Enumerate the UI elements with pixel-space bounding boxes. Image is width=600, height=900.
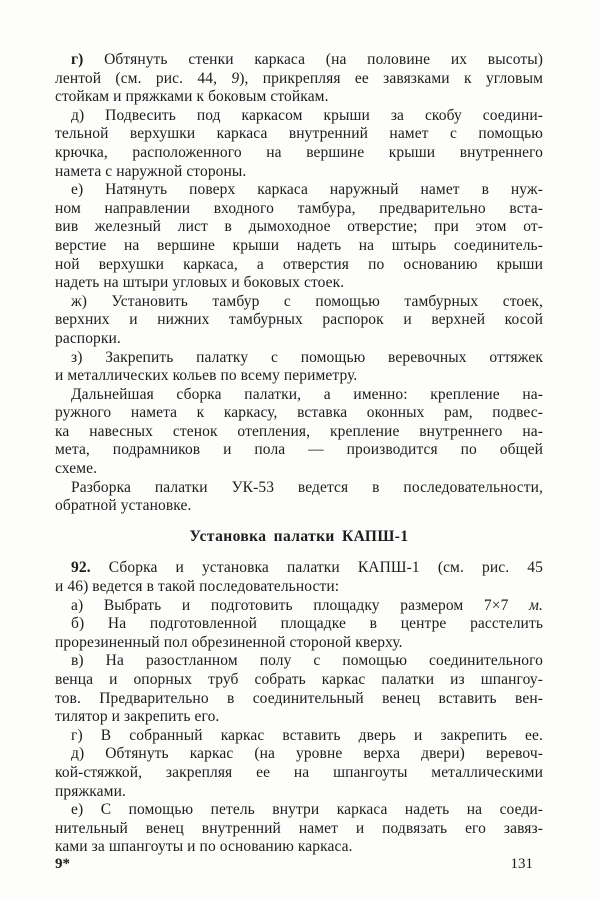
- body-text: ж) Установить тамбур с помощью тамбурных стоек,: [71, 292, 543, 310]
- body-text: венца и опорных труб собрать каркас палатки из шпангоу-: [55, 671, 543, 688]
- text-line: [55, 404, 543, 423]
- text-line: [55, 783, 543, 802]
- text-line: [55, 634, 543, 653]
- text-line: [55, 330, 543, 349]
- text-line: [55, 460, 543, 479]
- body-text: верхних и нижних тамбурных распорок и верхней косой: [55, 311, 543, 329]
- text-line: [55, 652, 543, 671]
- italic-text: 9: [231, 69, 240, 87]
- text-line: [55, 838, 543, 857]
- body-text: д) Обтянуть каркас (на уровне верха двери) веревоч-: [71, 745, 543, 763]
- text-line: [55, 559, 543, 578]
- text-line: [55, 727, 543, 746]
- body-text: ), прикрепляя ее завязками к угловым: [239, 69, 543, 87]
- body-text: и металлических кольев по всему периметру.: [55, 367, 358, 385]
- body-text: Разборка палатки УК-53 ведется в последовательности,: [71, 478, 543, 496]
- body-text: Обтянуть стенки каркаса (на половине их высоты): [83, 51, 543, 68]
- text-line: [55, 237, 543, 256]
- body-text: надеть на штыри угловых и боковых стоек.: [55, 274, 345, 292]
- text-line: [55, 51, 543, 70]
- body-text: схеме.: [55, 460, 98, 478]
- signature-mark: 9*: [55, 856, 70, 872]
- body-text: в) На разостланном полу с помощью соединительного: [71, 652, 543, 670]
- body-text: з) Закрепить палатку с помощью веревочных оттяжек: [71, 348, 543, 366]
- text-line: [55, 671, 543, 690]
- text-line: [55, 144, 543, 163]
- text-line: [55, 578, 543, 597]
- body-text: ной верхушки каркаса, а отверстия по основанию крыши: [55, 255, 543, 273]
- body-text: крючка, расположенного на вершине крыши внутреннего: [55, 143, 543, 161]
- body-text: нительный венец внутренний намет и подвязать его завяз-: [55, 819, 543, 837]
- body-text: обратной установке.: [55, 497, 192, 515]
- body-text: пряжками.: [55, 782, 126, 800]
- body-text: ружного намета к каркасу, вставка оконных рам, подвес-: [55, 404, 543, 422]
- body-text: стойкам и пряжками к боковым стойкам.: [55, 88, 329, 106]
- body-text: ками за шпангоуты и по основанию каркаса.: [55, 838, 353, 856]
- text-line: [55, 181, 543, 200]
- text-line: [55, 597, 543, 616]
- body-text: Дальнейшая сборка палатки, а именно: крепление на-: [71, 385, 543, 403]
- body-text: кой-стяжкой, закрепляя ее на шпангоуты металлическими: [55, 763, 543, 781]
- list-marker: 92.: [71, 559, 91, 577]
- text-line: [55, 497, 543, 516]
- body-text: д) Подвесить под каркасом крыши за скобу соедини-: [71, 106, 543, 124]
- page-body: [55, 51, 543, 857]
- body-text: е) Натянуть поверх каркаса наружный намет в нуж-: [71, 181, 543, 199]
- text-line: [55, 690, 543, 709]
- body-text: ном направлении входного тамбура, предварительно вста-: [55, 199, 543, 217]
- text-line: [55, 349, 543, 368]
- text-line: [55, 125, 543, 144]
- text-line: [55, 256, 543, 275]
- text-line: [55, 218, 543, 237]
- body-text: прорезиненный пол обрезиненной стороной кверху.: [55, 633, 403, 651]
- text-line: [55, 764, 543, 783]
- text-line: [55, 367, 543, 386]
- body-text: вив железный лист в дымоходное отверстие; при этом от-: [55, 218, 543, 236]
- text-line: [55, 708, 543, 727]
- text-line: [55, 107, 543, 126]
- text-line: [55, 386, 543, 405]
- body-text: ка навесных стенок отепления, крепление внутреннего на-: [55, 422, 543, 440]
- body-text: распорки.: [55, 329, 121, 347]
- body-text: г) В собранный каркас вставить дверь и закрепить ее.: [71, 726, 543, 744]
- body-text: намета с наружной стороны.: [55, 162, 247, 180]
- text-line: [55, 163, 543, 182]
- body-text: и 46) ведется в такой последовательности:: [55, 578, 340, 596]
- text-line: [55, 479, 543, 498]
- body-text: Сборка и установка палатки КАПШ-1 (см. рис. 45: [90, 559, 543, 577]
- body-text: лентой (см. рис. 44,: [55, 69, 232, 87]
- text-line: [55, 293, 543, 312]
- body-text: тов. Предварительно в соединительный венец вставить вен-: [55, 689, 543, 707]
- text-line: [55, 88, 543, 107]
- section-heading: Установка палатки КАПШ-1: [189, 527, 409, 545]
- body-text: е) С помощью петель внутри каркаса надеть на соеди-: [71, 801, 543, 819]
- body-section-kapsh1: [55, 559, 543, 857]
- text-line: [55, 311, 543, 330]
- body-text: тилятор и закрепить его.: [55, 708, 220, 726]
- list-marker: г): [71, 51, 84, 68]
- body-section-uk53: [55, 51, 543, 516]
- body-text: а) Выбрать и подготовить площадку размером 7×7: [71, 596, 530, 614]
- body-text: б) На подготовленной площадке в центре расстелить: [71, 615, 543, 633]
- body-text: мета, подрамников и пола — производится по общей: [55, 441, 543, 459]
- page-number: 131: [510, 856, 533, 872]
- page-footer: [55, 856, 533, 873]
- text-line: [55, 745, 543, 764]
- body-text: тельной верхушки каркаса внутренний намет с помощью: [55, 125, 543, 143]
- text-line: [55, 820, 543, 839]
- text-line: [55, 423, 543, 442]
- text-line: [55, 801, 543, 820]
- text-line: [55, 615, 543, 634]
- text-line: [55, 70, 543, 89]
- text-line: [55, 200, 543, 219]
- text-line: [55, 274, 543, 293]
- text-line: [55, 441, 543, 460]
- italic-text: м.: [529, 596, 543, 614]
- body-text: верстие на вершине крыши надеть на штырь соединитель-: [55, 236, 543, 254]
